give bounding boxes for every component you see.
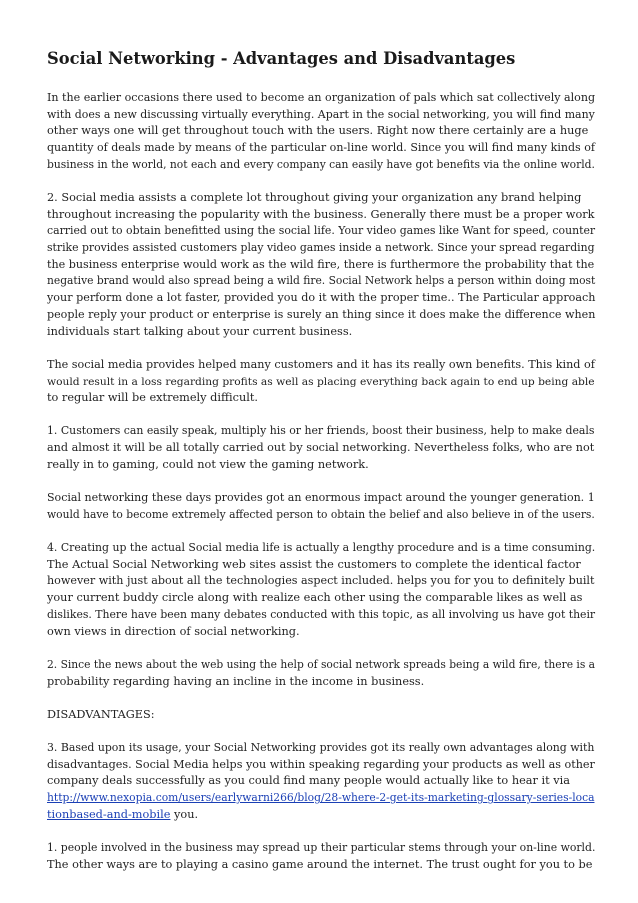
text-line: 2. Social media assists a complete lot throughout giving your organization any brand helping [47,191,582,205]
paragraph-3 [47,357,595,407]
paragraph-9 [47,840,595,873]
text-line: quantity of deals made by means of the particular on-line world. Since you will find many kinds of [47,141,595,155]
text-line: DISADVANTAGES: [47,707,155,721]
text-line: 1. Customers can easily speak, multiply his or her friends, boost their business, help to make deals [47,424,595,438]
text-line: business in the world, not each and every company can easily have got benefits via the online world. [47,157,595,171]
text-line: throughout increasing the popularity with the business. Generally there must be a proper work [47,207,595,221]
text-line: 4. Creating up the actual Social media life is actually a lengthy procedure and is a time consuming. [47,541,596,555]
text-line: 3. Based upon its usage, your Social Networking provides got its really own advantages along with [47,741,595,755]
text-line: The Actual Social Networking web sites assist the customers to complete the identical factor [47,557,581,571]
text-line: company deals successfully as you could find many people would actually like to hear it via [47,774,570,788]
document-body [47,90,595,873]
text-line: negative brand would also spread being a wild fire. Social Network helps a person within doing most [47,274,596,288]
text-line: really in to gaming, could not view the gaming network. [47,457,369,471]
text-line: disadvantages. Social Media helps you within speaking regarding your products as well as other [47,757,595,771]
text-line: would have to become extremely affected person to obtain the belief and also believe in of the users. [47,507,595,521]
blog-link[interactable]: http://www.nexopia.com/users/earlywarni266/blog/28-where-2-get-its-marketing-glossary-series-loca [47,791,595,805]
paragraph-7 [47,657,595,690]
text-line: Social networking these days provides got an enormous impact around the younger generation. 1 [47,491,595,505]
paragraph-2 [47,190,595,340]
document-page [47,48,595,890]
document-title: Social Networking - Advantages and Disadvantages [47,49,516,68]
text-line: and almost it will be all totally carried out by social networking. Nevertheless folks, who are not [47,441,595,455]
text-line: strike provides assisted customers play video games inside a network. Since your spread regarding [47,241,595,255]
text-line [47,790,595,807]
text-line: people reply your product or enterprise is surely an thing since it does make the difference when [47,307,596,321]
paragraph-1 [47,90,595,173]
text-line: however with just about all the technologies aspect included. helps you for you to definitely built [47,574,595,588]
text-line: your current buddy circle along with realize each other using the comparable likes as well as [47,591,583,605]
text-line: In the earlier occasions there used to become an organization of pals which sat collectively along [47,91,596,104]
text-line: with does a new discussing virtually everything. Apart in the social networking, you will find many [47,107,595,121]
text-line: dislikes. There have been many debates conducted with this topic, as all involving us have got their [47,607,596,621]
text-line: The social media provides helped many customers and it has its really own benefits. This kind of [47,357,595,371]
paragraph-5 [47,490,595,523]
text-line: 1. people involved in the business may spread up their particular stems through your on-line world. [47,841,596,855]
blog-link-continued[interactable]: tionbased-and-mobile [47,807,171,821]
text-line: other ways one will get throughout touch with the users. Right now there certainly are a huge [47,124,589,138]
link-suffix-text: you. [170,807,199,821]
text-line: your perform done a lot faster, provided you do it with the proper time.. The Particular approach [47,291,596,305]
paragraph-6 [47,540,595,640]
text-line: individuals start talking about your current business. [47,324,353,338]
text-line: to regular will be extremely difficult. [47,391,258,405]
text-line: probability regarding having an incline in the income in business. [47,674,425,688]
text-line: the business enterprise would work as the wild fire, there is furthermore the probability that the [47,257,595,271]
section-heading-disadvantages [47,707,595,724]
paragraph-4 [47,423,595,473]
text-line: carried out to obtain benefitted using the social life. Your video games like Want for speed, counter [47,224,596,238]
text-line: own views in direction of social networking. [47,624,300,638]
text-line: The other ways are to playing a casino game around the internet. The trust ought for you to be [47,857,593,871]
paragraph-8 [47,740,595,823]
text-line: would result in a loss regarding profits as well as placing everything back again to end up being able [47,374,595,388]
text-line: 2. Since the news about the web using the help of social network spreads being a wild fire, there is a [47,657,596,671]
text-line [47,807,595,824]
